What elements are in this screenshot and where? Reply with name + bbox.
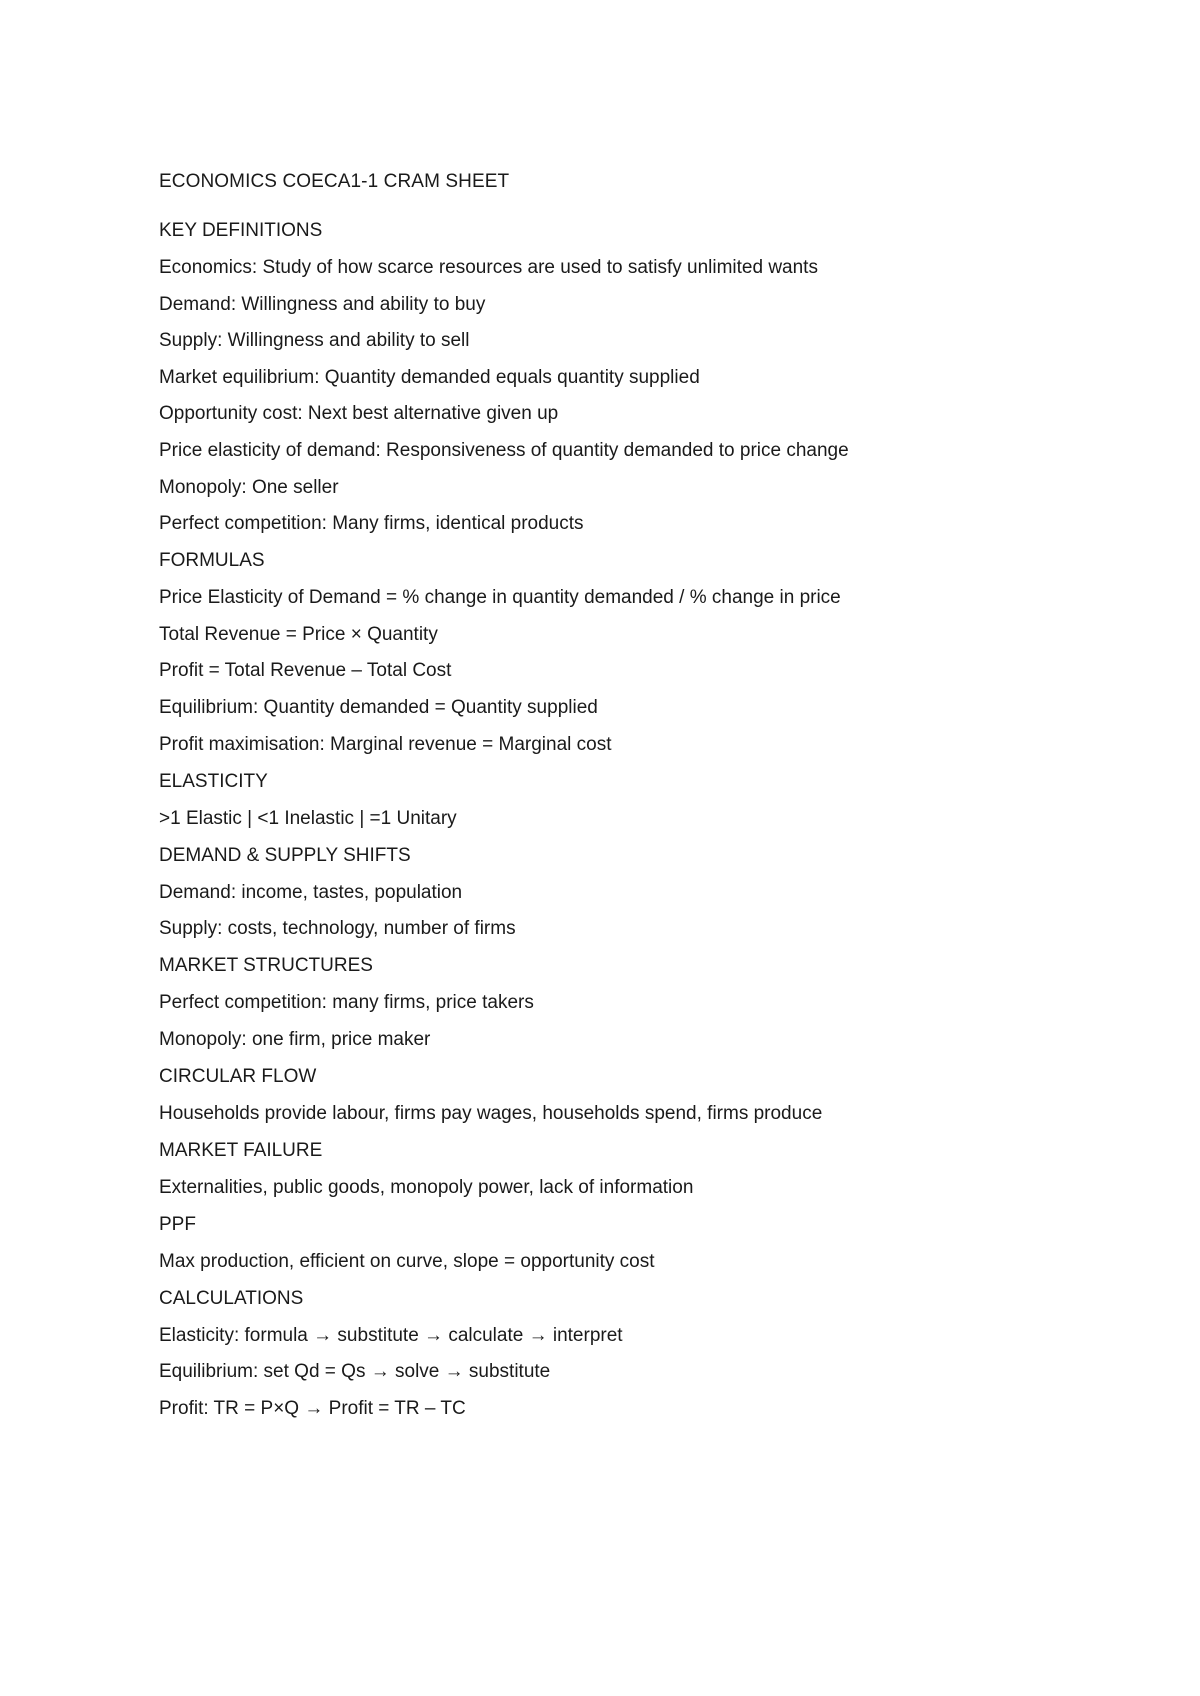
formula-line: Profit maximisation: Marginal revenue = Marginal cost	[159, 733, 612, 755]
calculation-line: Elasticity: formula → substitute → calculate → interpret	[159, 1324, 623, 1346]
ppf-line: Max production, efficient on curve, slope = opportunity cost	[159, 1250, 655, 1272]
section-market-failure	[159, 1139, 1119, 1200]
shift-line: Demand: income, tastes, population	[159, 881, 463, 903]
definition-line: Monopoly: One seller	[159, 476, 339, 498]
definition-line: Supply: Willingness and ability to sell	[159, 330, 470, 352]
formula-line: Profit = Total Revenue – Total Cost	[159, 660, 452, 682]
section-demand-supply-shifts	[159, 844, 1119, 942]
section-circular-flow	[159, 1065, 1119, 1126]
section-heading: FORMULAS	[159, 550, 265, 572]
formula-line: Price Elasticity of Demand = % change in quantity demanded / % change in price	[159, 587, 841, 609]
section-heading: CALCULATIONS	[159, 1287, 304, 1309]
structure-line: Monopoly: one firm, price maker	[159, 1028, 431, 1050]
section-ppf	[159, 1213, 1119, 1274]
section-elasticity	[159, 770, 1119, 831]
section-heading: MARKET STRUCTURES	[159, 955, 373, 977]
definition-line: Price elasticity of demand: Responsiveness of quantity demanded to price change	[159, 439, 849, 461]
document-page	[159, 170, 1119, 1434]
calculation-line: Equilibrium: set Qd = Qs → solve → substitute	[159, 1361, 551, 1383]
document-title: ECONOMICS COECA1-1 CRAM SHEET	[159, 171, 510, 192]
definition-line: Demand: Willingness and ability to buy	[159, 293, 486, 315]
section-heading: ELASTICITY	[159, 770, 268, 792]
section-heading: KEY DEFINITIONS	[159, 220, 323, 241]
structure-line: Perfect competition: many firms, price takers	[159, 992, 534, 1014]
market-failure-line: Externalities, public goods, monopoly power, lack of information	[159, 1176, 694, 1198]
formula-line: Equilibrium: Quantity demanded = Quantity supplied	[159, 696, 598, 718]
section-key-definitions	[159, 219, 1119, 536]
section-market-structures	[159, 954, 1119, 1052]
circular-flow-line: Households provide labour, firms pay wages, households spend, firms produce	[159, 1102, 823, 1124]
section-calculations	[159, 1287, 1119, 1421]
definition-line: Opportunity cost: Next best alternative given up	[159, 403, 559, 425]
shift-line: Supply: costs, technology, number of firms	[159, 918, 516, 940]
section-heading: DEMAND & SUPPLY SHIFTS	[159, 844, 411, 866]
definition-line: Perfect competition: Many firms, identical products	[159, 513, 584, 535]
calculation-line: Profit: TR = P×Q → Profit = TR – TC	[159, 1397, 466, 1419]
formula-line: Total Revenue = Price × Quantity	[159, 623, 438, 645]
section-formulas	[159, 549, 1119, 756]
definition-line: Market equilibrium: Quantity demanded equals quantity supplied	[159, 366, 700, 388]
section-heading: CIRCULAR FLOW	[159, 1065, 317, 1087]
definition-line: Economics: Study of how scarce resources are used to satisfy unlimited wants	[159, 257, 818, 278]
section-heading: MARKET FAILURE	[159, 1139, 323, 1161]
section-heading: PPF	[159, 1213, 196, 1235]
elasticity-line: >1 Elastic | <1 Inelastic | =1 Unitary	[159, 807, 457, 829]
